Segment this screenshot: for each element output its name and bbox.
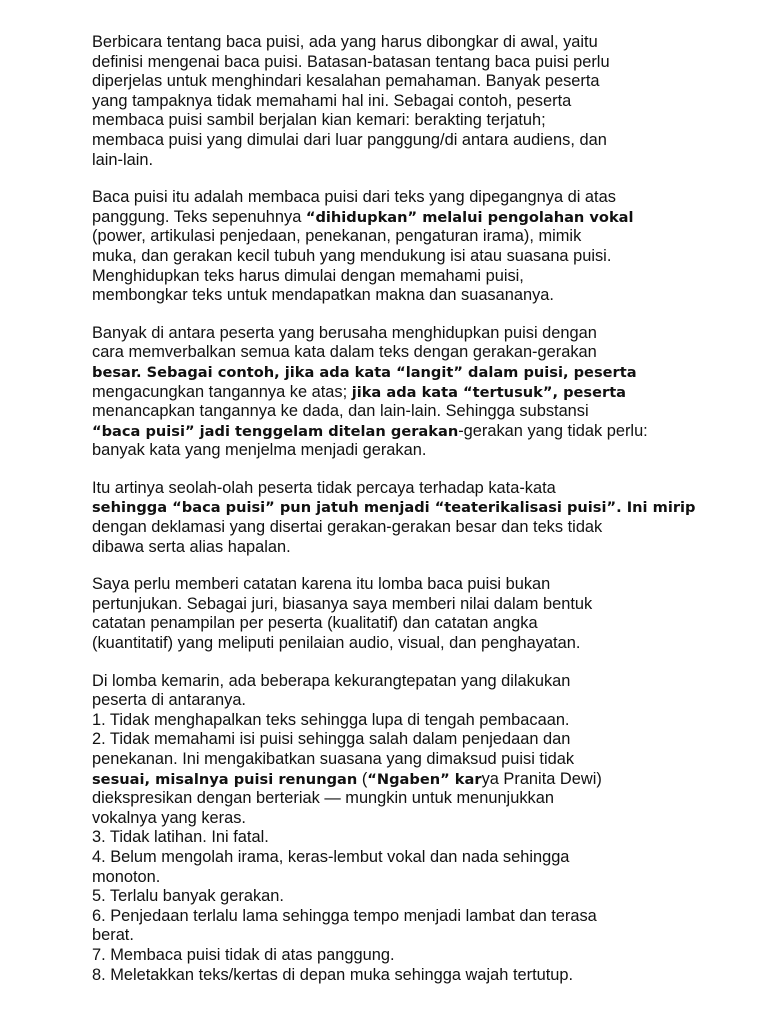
text-line xyxy=(92,383,682,403)
paragraph-2 xyxy=(92,188,682,306)
text-line xyxy=(92,343,682,363)
text-line xyxy=(92,518,682,538)
text-run: dengan deklamasi yang disertai gerakan-gerakan besar dan teks tidak xyxy=(92,518,603,537)
text-line xyxy=(92,575,682,595)
text-line xyxy=(92,770,682,790)
text-run: 5. Terlalu banyak gerakan. xyxy=(92,887,284,906)
text-run: 7. Membaca puisi tidak di atas panggung. xyxy=(92,945,395,964)
text-run: pertunjukan. Sebagai juri, biasanya saya memberi nilai dalam bentuk xyxy=(92,594,593,613)
text-run: dibawa serta alias hapalan. xyxy=(92,537,291,556)
text-run: membaca puisi yang dimulai dari luar panggung/di antara audiens, dan xyxy=(92,130,607,149)
bold-text-run: “dihidupkan” melalui pengolahan vokal xyxy=(305,208,634,226)
text-run: menancapkan tangannya ke dada, dan lain-lain. Sehingga substansi xyxy=(92,402,589,421)
paragraph-6 xyxy=(92,672,682,986)
text-line xyxy=(92,479,682,499)
text-line xyxy=(92,33,682,53)
text-run: 6. Penjedaan terlalu lama sehingga tempo menjadi lambat dan terasa xyxy=(92,906,597,925)
text-run: (power, artikulasi penjedaan, penekanan, pengaturan irama), mimik xyxy=(92,227,582,246)
text-line xyxy=(92,907,682,927)
text-line xyxy=(92,422,682,442)
text-line xyxy=(92,848,682,868)
text-line xyxy=(92,111,682,131)
text-line xyxy=(92,267,682,287)
text-line xyxy=(92,750,682,770)
text-run: definisi mengenai baca puisi. Batasan-batasan tentang baca puisi perlu xyxy=(92,52,610,71)
text-run: ( xyxy=(357,769,368,788)
text-line xyxy=(92,92,682,112)
text-run: lain-lain. xyxy=(92,150,154,169)
bold-text-run: sehingga “baca puisi” pun jatuh menjadi “teaterikalisasi puisi”. Ini mirip xyxy=(92,499,696,517)
text-run: berat. xyxy=(92,926,134,945)
text-line xyxy=(92,887,682,907)
text-run: Itu artinya seolah-olah peserta tidak percaya terhadap kata-kata xyxy=(92,478,556,497)
text-line xyxy=(92,868,682,888)
bold-text-run: sesuai, misalnya puisi renungan xyxy=(92,770,358,788)
text-run: Menghidupkan teks harus dimulai dengan memahami puisi, xyxy=(92,266,524,285)
text-line xyxy=(92,53,682,73)
text-line xyxy=(92,926,682,946)
text-line xyxy=(92,538,682,558)
text-line xyxy=(92,402,682,422)
text-run: ya Pranita Dewi) xyxy=(481,769,602,788)
text-run: cara memverbalkan semua kata dalam teks dengan gerakan-gerakan xyxy=(92,343,597,362)
text-line xyxy=(92,595,682,615)
text-run: (kuantitatif) yang meliputi penilaian audio, visual, dan penghayatan. xyxy=(92,634,581,653)
text-line xyxy=(92,711,682,731)
text-line xyxy=(92,691,682,711)
text-line xyxy=(92,498,696,518)
text-line xyxy=(92,809,682,829)
text-run: membaca puisi sambil berjalan kian kemari: berakting terjatuh; xyxy=(92,111,546,130)
text-line xyxy=(92,966,682,986)
document-body xyxy=(92,33,696,985)
text-run: 4. Belum mengolah irama, keras-lembut vokal dan nada sehingga xyxy=(92,847,570,866)
text-line xyxy=(92,286,682,306)
text-line xyxy=(92,151,682,171)
text-run: peserta di antaranya. xyxy=(92,691,246,710)
paragraph-5 xyxy=(92,575,682,653)
text-line xyxy=(92,363,682,383)
text-run: yang tampaknya tidak memahami hal ini. Sebagai contoh, peserta xyxy=(92,91,572,110)
text-run: membongkar teks untuk mendapatkan makna dan suasananya. xyxy=(92,286,554,305)
text-run: diekspresikan dengan berteriak — mungkin untuk menunjukkan xyxy=(92,789,554,808)
text-run: 8. Meletakkan teks/kertas di depan muka sehingga wajah tertutup. xyxy=(92,965,574,984)
text-run: catatan penampilan per peserta (kualitatif) dan catatan angka xyxy=(92,614,538,633)
text-line xyxy=(92,614,682,634)
text-run: 3. Tidak latihan. Ini fatal. xyxy=(92,828,269,847)
text-line xyxy=(92,227,682,247)
text-run: Di lomba kemarin, ada beberapa kekurangtepatan yang dilakukan xyxy=(92,671,571,690)
text-run: diperjelas untuk menghindari kesalahan pemahaman. Banyak peserta xyxy=(92,72,600,91)
bold-text-run: “baca puisi” jadi tenggelam ditelan gerakan xyxy=(92,422,459,440)
text-line xyxy=(92,828,682,848)
text-run: 1. Tidak menghapalkan teks sehingga lupa di tengah pembacaan. xyxy=(92,710,570,729)
text-line xyxy=(92,730,682,750)
text-run: banyak kata yang menjelma menjadi gerakan. xyxy=(92,441,427,460)
text-run: mengacungkan tangannya ke atas; xyxy=(92,382,352,401)
bold-text-run: “Ngaben” kar xyxy=(367,770,482,788)
text-line xyxy=(92,324,682,344)
text-run: -gerakan yang tidak perlu: xyxy=(458,421,648,440)
bold-text-run: jika ada kata “tertusuk”, peserta xyxy=(351,383,627,401)
text-line xyxy=(92,441,682,461)
text-line xyxy=(92,208,682,228)
text-line xyxy=(92,188,682,208)
text-run: monoton. xyxy=(92,867,161,886)
paragraph-3 xyxy=(92,324,682,461)
text-run: penekanan. Ini mengakibatkan suasana yang dimaksud puisi tidak xyxy=(92,750,575,768)
text-run: Berbicara tentang baca puisi, ada yang harus dibongkar di awal, yaitu xyxy=(92,33,598,51)
text-run: Banyak di antara peserta yang berusaha menghidupkan puisi dengan xyxy=(92,323,597,342)
text-run: Baca puisi itu adalah membaca puisi dari teks yang dipegangnya di atas xyxy=(92,188,616,207)
text-run: panggung. Teks sepenuhnya xyxy=(92,207,306,226)
bold-text-run: besar. Sebagai contoh, jika ada kata “langit” dalam puisi, peserta xyxy=(92,363,637,381)
text-line xyxy=(92,72,682,92)
text-run: Saya perlu memberi catatan karena itu lomba baca puisi bukan xyxy=(92,575,551,594)
paragraph-4 xyxy=(92,478,696,557)
text-run: 2. Tidak memahami isi puisi sehingga salah dalam penjedaan dan xyxy=(92,730,571,749)
text-run: muka, dan gerakan kecil tubuh yang mendukung isi atau suasana puisi. xyxy=(92,246,612,265)
text-line xyxy=(92,634,682,654)
paragraph-1 xyxy=(92,33,682,170)
text-line xyxy=(92,672,682,692)
text-line xyxy=(92,946,682,966)
text-line xyxy=(92,247,682,267)
text-run: vokalnya yang keras. xyxy=(92,808,246,827)
text-line xyxy=(92,131,682,151)
text-line xyxy=(92,789,682,809)
